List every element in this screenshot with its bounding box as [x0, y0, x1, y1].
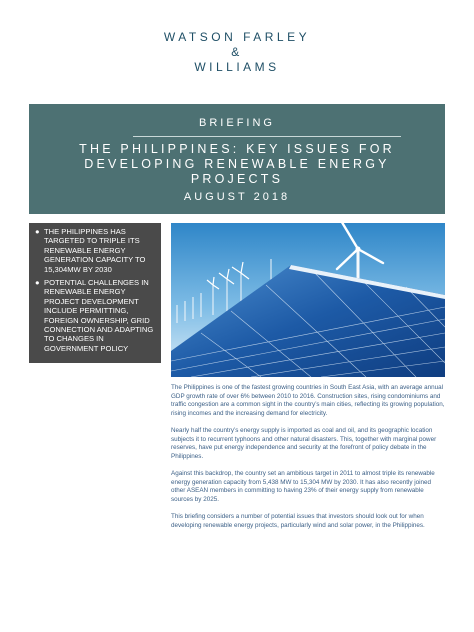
logo-ampersand: &: [231, 45, 243, 59]
key-point: [35, 278, 157, 353]
bullet-icon: ●: [35, 278, 40, 288]
key-point: [35, 227, 157, 274]
logo-line-3: WILLIAMS: [194, 60, 280, 74]
bullet-icon: ●: [35, 227, 40, 236]
solar-wind-photo-icon: [171, 223, 445, 377]
key-points-list: [29, 223, 161, 353]
document-date: AUGUST 2018: [183, 191, 291, 203]
title-banner: [29, 104, 445, 214]
document-type: BRIEFING: [199, 117, 275, 129]
body-paragraph: Nearly half the country’s energy supply is imported as coal and oil, and its geographic location subjects it to recurrent typhoons and other natural disasters. This, together with marginal power reserves, have put energy independence and security at the forefront of policy debate in the Philippines.: [171, 426, 437, 460]
body-paragraph: Against this backdrop, the country set an ambitious target in 2011 to almost triple its renewable energy generation capacity from 5,438 MW to 15,304 MW by 2030. It has also recently joined other ASEAN members in committing to having 23% of their energy supply from renewable sources by 2025.: [171, 469, 435, 503]
intro-body: [171, 384, 445, 539]
body-paragraph: The Philippines is one of the fastest growing countries in South East Asia, with an average annual GDP growth rate of over 6% between 2010 to 2016. Construction sites, rising condominiums and traffic congestion are a common sight in the country’s main cities, reflecting its growing population, rising incomes and the increasing demand for electricity.: [171, 384, 445, 417]
body-paragraph: This briefing considers a number of potential issues that investors should look out for when developing renewable energy projects, particularly wind and solar power, in the Philippines.: [171, 512, 425, 529]
document-title: THE PHILIPPINES: KEY ISSUES FOR DEVELOPING RENEWABLE ENERGY PROJECTS: [79, 142, 395, 186]
logo-line-1: WATSON FARLEY: [163, 30, 311, 44]
key-points-sidebar: [29, 223, 161, 363]
banner-divider: [133, 136, 401, 137]
key-point-text: POTENTIAL CHALLENGES IN RENEWABLE ENERGY PROJECT DEVELOPMENT INCLUDE PERMITTING, FOREIGN OWNERSHIP, GRID CONNECTION AND ADAPTING TO CHANGES IN GOVERNMENT POLICY: [44, 278, 154, 353]
hero-image: [171, 223, 445, 377]
key-point-text: THE PHILIPPINES HAS TARGETED TO TRIPLE ITS RENEWABLE ENERGY GENERATION CAPACITY TO 15,304MW BY 2030: [44, 227, 146, 274]
firm-logo: [0, 30, 474, 75]
